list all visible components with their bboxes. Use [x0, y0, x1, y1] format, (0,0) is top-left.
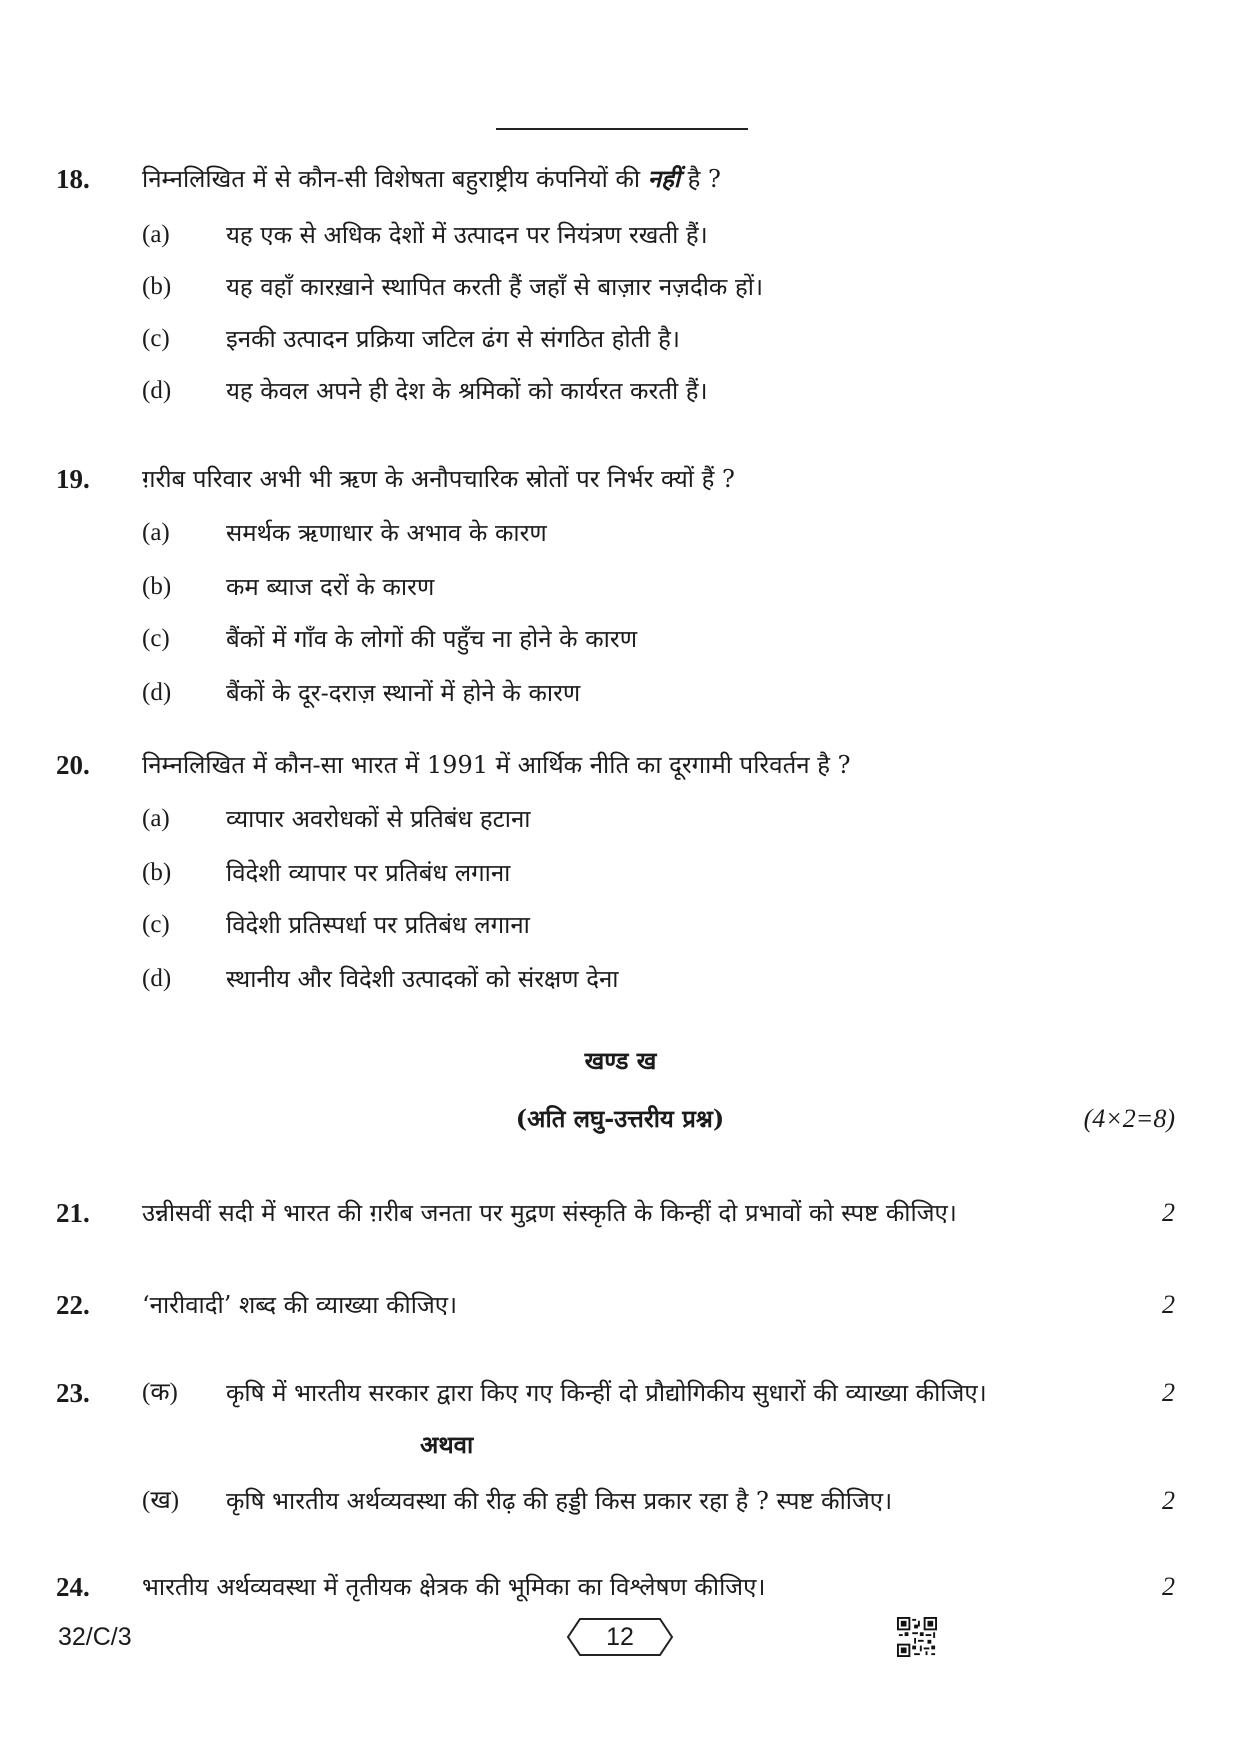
section-b-subtitle: (अति लघु-उत्तरीय प्रश्न) [515, 1104, 725, 1133]
question-18-option-b-text: यह वहाँ कारख़ाने स्थापित करती हैं जहाँ से बाज़ार नज़दीक हों। [226, 273, 764, 301]
question-22-number: 22. [56, 1290, 90, 1320]
question-18-text: निम्नलिखित में से कौन-सी विशेषता बहुराष्ट्रीय कंपनियों की नहीं है ? [142, 164, 721, 193]
question-23-or-label: अथवा [420, 1430, 474, 1459]
question-18-emphasis: नहीं [647, 164, 681, 193]
qr-code-icon [897, 1617, 937, 1657]
question-18-option-c-text: इनकी उत्पादन प्रक्रिया जटिल ढंग से संगठित होती है। [226, 325, 680, 353]
question-18-option-a-label: (a) [142, 221, 170, 248]
question-20-option-b-label: (b) [142, 859, 172, 886]
question-23-option-a-marks: 2 [1162, 1378, 1175, 1407]
question-23-option-b-label: (ख) [142, 1487, 180, 1514]
question-20-option-d-label: (d) [142, 965, 172, 992]
question-20-number: 20. [56, 750, 90, 780]
question-18-number: 18. [56, 164, 90, 194]
question-20-option-d-text: स्थानीय और विदेशी उत्पादकों को संरक्षण देना [226, 965, 619, 993]
question-19-option-b-text: कम ब्याज दरों के कारण [226, 573, 435, 601]
question-19-option-d-text: बैंकों के दूर-दराज़ स्थानों में होने के कारण [226, 679, 581, 707]
question-20-text: निम्नलिखित में कौन-सा भारत में 1991 में आर्थिक नीति का दूरगामी परिवर्तन है ? [142, 751, 851, 779]
question-19-option-a-label: (a) [142, 519, 170, 546]
question-23-option-b-text: कृषि भारतीय अर्थव्यवस्था की रीढ़ की हड्डी किस प्रकार रहा है ? स्पष्ट कीजिए। [226, 1487, 893, 1515]
question-21-text: उन्नीसवीं सदी में भारत की ग़रीब जनता पर मुद्रण संस्कृति के किन्हीं दो प्रभावों को स्पष्ट कीजिए। [142, 1199, 957, 1227]
question-20-option-c-label: (c) [142, 911, 170, 938]
question-20-option-a-text: व्यापार अवरोधकों से प्रतिबंध हटाना [226, 805, 531, 833]
top-divider [496, 128, 748, 130]
question-19-option-d-label: (d) [142, 679, 172, 706]
question-19-number: 19. [56, 464, 90, 494]
paper-code: 32/C/3 [58, 1623, 132, 1651]
question-23-option-b-marks: 2 [1162, 1486, 1175, 1515]
question-18-option-a-text: यह एक से अधिक देशों में उत्पादन पर नियंत्रण रखती हैं। [226, 221, 708, 249]
question-18-option-c-label: (c) [142, 325, 170, 352]
question-22-text: ‘नारीवादी’ शब्द की व्याख्या कीजिए। [142, 1291, 458, 1319]
question-24-text: भारतीय अर्थव्यवस्था में तृतीयक क्षेत्रक की भूमिका का विश्लेषण कीजिए। [142, 1573, 766, 1601]
question-19-option-c-text: बैंकों में गाँव के लोगों की पहुँच ना होने के कारण [226, 625, 638, 653]
question-18-option-d-label: (d) [142, 377, 172, 404]
question-19-option-a-text: समर्थक ऋणाधार के अभाव के कारण [226, 519, 547, 547]
question-24-marks: 2 [1162, 1572, 1175, 1601]
question-18-option-b-label: (b) [142, 273, 172, 300]
page-number: 12 [606, 1623, 634, 1651]
question-23-number: 23. [56, 1378, 90, 1408]
question-24-number: 24. [56, 1572, 90, 1602]
question-19-text: ग़रीब परिवार अभी भी ऋण के अनौपचारिक स्रोतों पर निर्भर क्यों हैं ? [142, 465, 735, 493]
question-21-number: 21. [56, 1198, 90, 1228]
question-19-option-b-label: (b) [142, 573, 172, 600]
question-20-option-b-text: विदेशी व्यापार पर प्रतिबंध लगाना [226, 859, 511, 887]
question-23-option-a-label: (क) [142, 1379, 178, 1406]
question-19-option-c-label: (c) [142, 625, 170, 652]
question-20-option-a-label: (a) [142, 805, 170, 832]
question-22-marks: 2 [1162, 1290, 1175, 1319]
question-18-option-d-text: यह केवल अपने ही देश के श्रमिकों को कार्यरत करती हैं। [226, 377, 708, 405]
section-b-marks: (4×2=8) [1083, 1104, 1175, 1133]
question-21-marks: 2 [1162, 1198, 1175, 1227]
question-20-option-c-text: विदेशी प्रतिस्पर्धा पर प्रतिबंध लगाना [226, 911, 530, 939]
section-b-title: खण्ड ख [584, 1046, 657, 1075]
question-23-option-a-text: कृषि में भारतीय सरकार द्वारा किए गए किन्हीं दो प्रौद्योगिकीय सुधारों की व्याख्या कीजिए। [226, 1379, 987, 1407]
